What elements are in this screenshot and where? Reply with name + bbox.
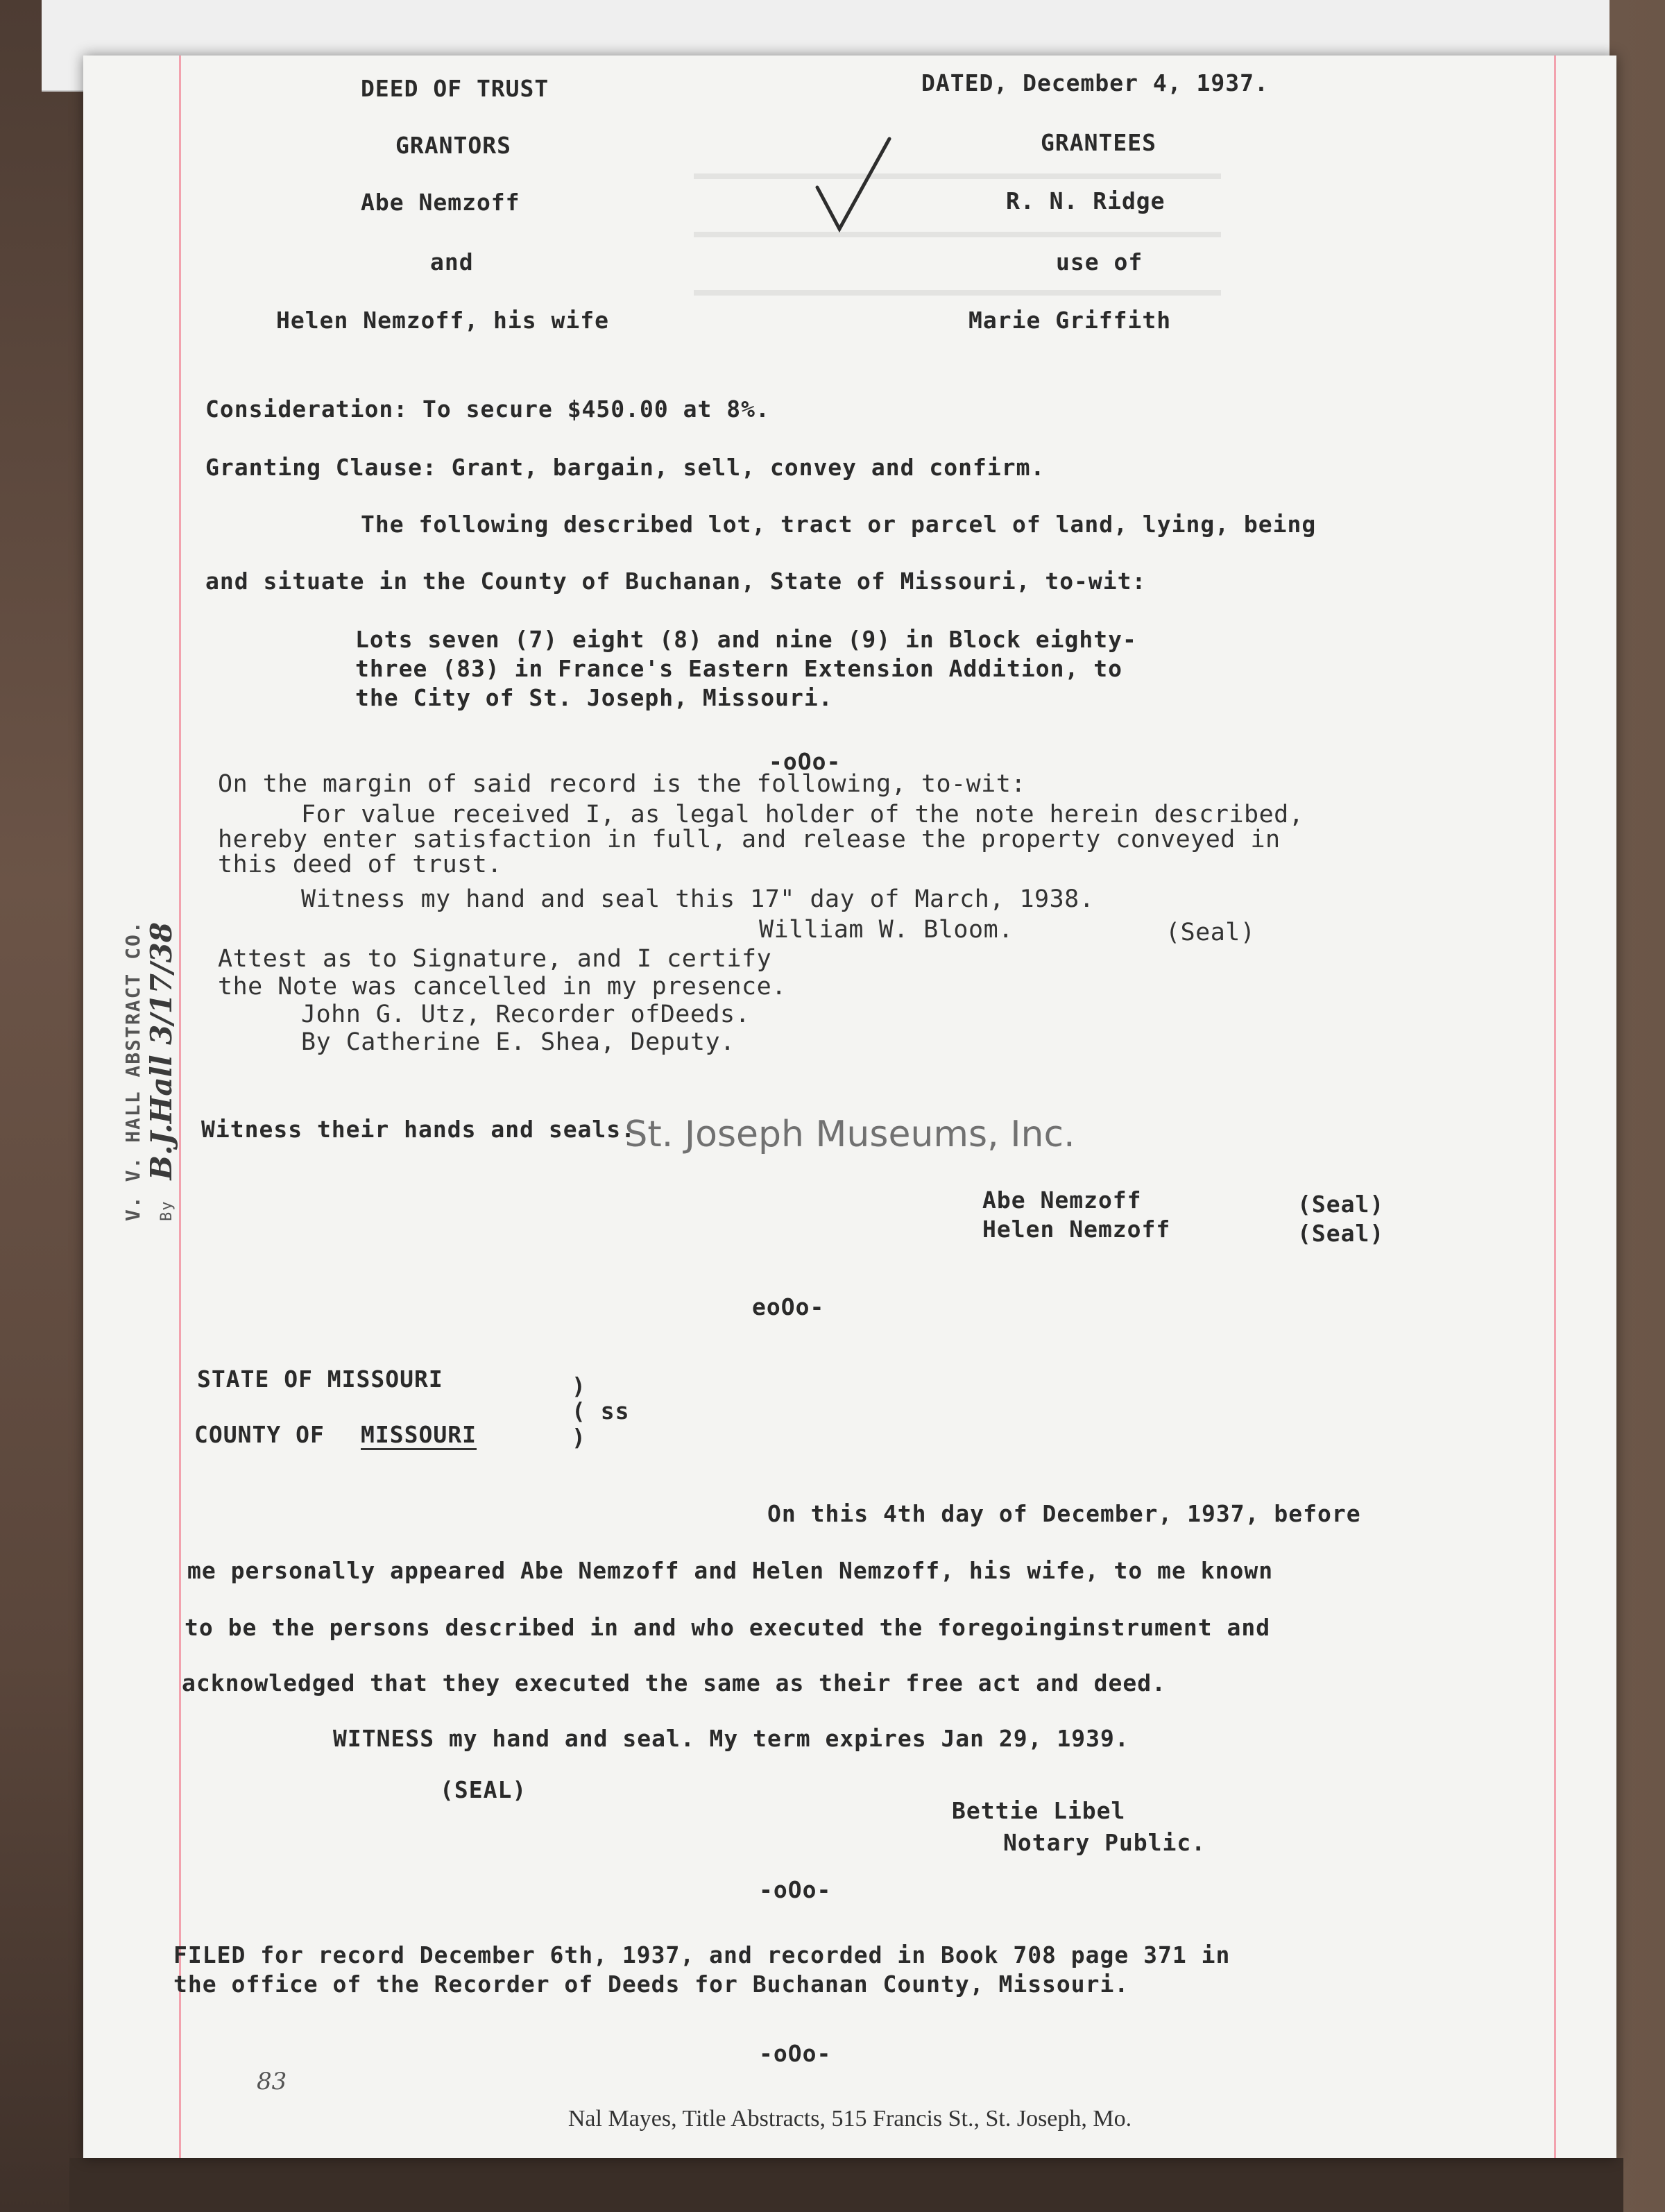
filed-line-1: FILED for record December 6th, 1937, and recorded in Book 708 page 371 in: [173, 1941, 1231, 1968]
document-type: DEED OF TRUST: [361, 75, 549, 102]
attest-line-1: Attest as to Signature, and I certify: [218, 945, 772, 973]
venue-county-label: COUNTY OF: [194, 1421, 325, 1448]
notary-name: Bettie Libel: [952, 1797, 1126, 1824]
margin-note-intro: On the margin of said record is the following, to-wit:: [218, 770, 1026, 798]
venue-state: STATE OF MISSOURI: [197, 1366, 443, 1393]
margin-note-line-2: hereby enter satisfaction in full, and release the property conveyed in: [218, 826, 1281, 853]
margin-note-line-1: For value received I, as legal holder of the note herein described,: [301, 801, 1304, 828]
consideration: Consideration: To secure $450.00 at 8%.: [205, 395, 770, 423]
separator-1: -oOo-: [769, 748, 842, 775]
margin-note-signer: William W. Bloom.: [759, 916, 1014, 944]
footer-imprint: Nal Mayes, Title Abstracts, 515 Francis St., St. Joseph, Mo.: [567, 2106, 1132, 2132]
notary-seal: (SEAL): [440, 1776, 527, 1803]
signature-name-1: Abe Nemzoff: [982, 1186, 1142, 1214]
venue-paren-ss: ( ss: [572, 1397, 630, 1424]
grantors-heading: GRANTORS: [395, 132, 511, 159]
signature-name-2: Helen Nemzoff: [982, 1216, 1171, 1243]
watermark: St. Joseph Museums, Inc.: [624, 1114, 1075, 1155]
separator-3: -oOo-: [759, 1876, 832, 1903]
ack-line-4: acknowledged that they executed the same as their free act and deed.: [182, 1669, 1167, 1696]
grantee-1: R. N. Ridge: [1006, 187, 1166, 214]
grantor-2: Helen Nemzoff, his wife: [276, 307, 609, 334]
attest-line-4: By Catherine E. Shea, Deputy.: [301, 1028, 735, 1056]
signature-seal-1: (Seal): [1297, 1191, 1385, 1218]
description-line-1: The following described lot, tract or parcel of land, lying, being: [361, 511, 1317, 538]
attest-line-3: John G. Utz, Recorder ofDeeds.: [301, 1001, 751, 1028]
lots-line-3: the City of St. Joseph, Missouri.: [355, 684, 833, 711]
checkmark-icon: [812, 132, 895, 236]
lots-line-1: Lots seven (7) eight (8) and nine (9) in Block eighty-: [355, 626, 1137, 653]
ack-line-5: WITNESS my hand and seal. My term expires Jan 29, 1939.: [333, 1725, 1129, 1752]
separator-2: eoOo-: [752, 1293, 825, 1320]
deed-page: [83, 56, 1616, 2158]
binding-edge: [69, 2158, 1623, 2212]
filed-line-2: the office of the Recorder of Deeds for Buchanan County, Missouri.: [173, 1971, 1129, 1998]
grantor-and: and: [430, 248, 474, 275]
ack-line-2: me personally appeared Abe Nemzoff and Helen Nemzoff, his wife, to me known: [187, 1557, 1274, 1584]
description-line-2: and situate in the County of Buchanan, State of Missouri, to-wit:: [205, 568, 1147, 595]
attest-line-2: the Note was cancelled in my presence.: [218, 973, 787, 1001]
left-margin-rule: [179, 56, 181, 2158]
separator-4: -oOo-: [759, 2040, 832, 2067]
grantee-use-of: use of: [1056, 248, 1143, 275]
stamp-company: V. V. HALL ABSTRACT CO.: [121, 920, 144, 1221]
granting-clause: Granting Clause: Grant, bargain, sell, convey and confirm.: [205, 454, 1045, 481]
venue-paren-bottom: ): [572, 1424, 586, 1451]
abstract-company-stamp: [121, 920, 178, 1221]
signature-seal-2: (Seal): [1297, 1220, 1385, 1247]
stamp-by-label: By: [158, 1200, 176, 1221]
stamp-signature: B.J.Hall 3/17/38: [144, 922, 178, 1180]
ack-line-3: to be the persons described in and who executed the foregoinginstrument and: [185, 1614, 1271, 1641]
ack-line-1: On this 4th day of December, 1937, before: [767, 1500, 1361, 1527]
notary-title: Notary Public.: [1003, 1829, 1206, 1856]
margin-note-line-4: Witness my hand and seal this 17" day of March, 1938.: [301, 885, 1095, 913]
grantees-heading: GRANTEES: [1041, 129, 1156, 156]
handwritten-note: 83: [257, 2068, 287, 2095]
venue-county-name: MISSOURI: [361, 1421, 477, 1450]
bleed-through: [694, 153, 1221, 333]
right-margin-rule: [1554, 56, 1556, 2158]
margin-note-signer-seal: (Seal): [1166, 919, 1256, 946]
venue-paren-top: ): [572, 1372, 586, 1399]
grantor-1: Abe Nemzoff: [361, 189, 520, 216]
lots-line-2: three (83) in France's Eastern Extension Addition, to: [355, 655, 1122, 682]
grantee-2: Marie Griffith: [968, 307, 1172, 334]
dated-line: DATED, December 4, 1937.: [921, 69, 1269, 96]
witness-line: Witness their hands and seals.: [201, 1116, 636, 1143]
margin-note-line-3: this deed of trust.: [218, 851, 502, 878]
